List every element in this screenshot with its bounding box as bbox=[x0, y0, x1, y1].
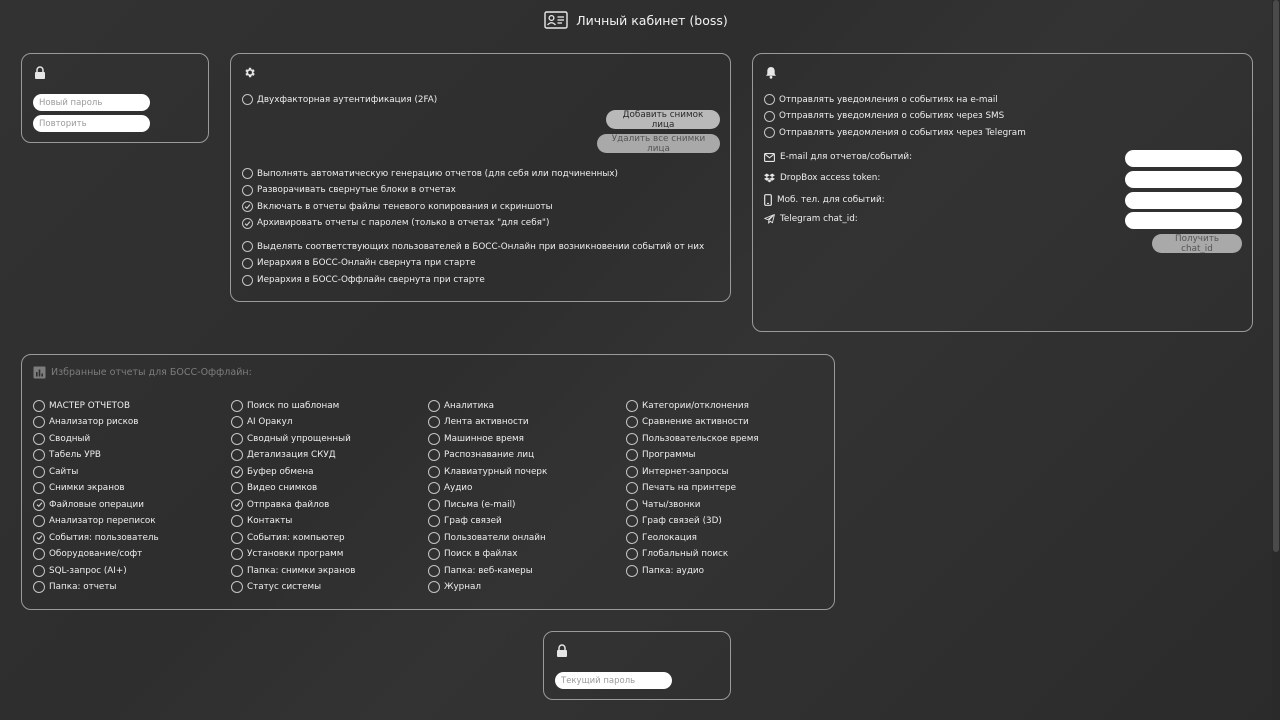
option-report-1-0[interactable] bbox=[231, 400, 339, 412]
option-report-1-9[interactable] bbox=[231, 548, 343, 560]
option-label: Граф связей bbox=[444, 516, 502, 527]
option-report-0-10[interactable] bbox=[33, 565, 127, 577]
option-report-3-5[interactable] bbox=[626, 482, 736, 494]
option-label: Программы bbox=[642, 450, 696, 461]
option-settings-1-0[interactable] bbox=[242, 94, 437, 105]
notify-field-label-3 bbox=[764, 214, 858, 224]
option-label: Папка: аудио bbox=[642, 565, 704, 576]
checked-radio-icon[interactable] bbox=[33, 532, 45, 544]
dropbox-icon bbox=[764, 173, 775, 183]
option-report-2-6[interactable] bbox=[428, 499, 515, 511]
notify-field-label-1 bbox=[764, 173, 880, 183]
id-card-icon bbox=[544, 11, 568, 29]
option-notify-2[interactable] bbox=[764, 127, 1026, 138]
option-report-2-4[interactable] bbox=[428, 466, 547, 478]
option-label: Граф связей (3D) bbox=[642, 516, 722, 527]
notify-field-input-1[interactable] bbox=[1125, 171, 1242, 188]
option-report-3-9[interactable] bbox=[626, 548, 728, 560]
radio-icon[interactable] bbox=[428, 466, 440, 478]
option-report-3-1[interactable] bbox=[626, 416, 749, 428]
option-label: Буфер обмена bbox=[247, 466, 314, 477]
option-report-2-10[interactable] bbox=[428, 565, 533, 577]
radio-icon[interactable] bbox=[626, 515, 638, 527]
radio-icon[interactable] bbox=[242, 94, 253, 105]
option-label: Папка: веб-камеры bbox=[444, 565, 533, 576]
notifications-panel bbox=[752, 53, 1253, 332]
option-label: Поиск по шаблонам bbox=[247, 401, 340, 411]
option-label: Иерархия в БОСС-Оффлайн свернута при старте bbox=[257, 275, 485, 286]
option-label: События: пользователь bbox=[49, 532, 159, 543]
notify-field-text: E-mail для отчетов/событий: bbox=[780, 152, 913, 162]
option-report-1-7[interactable] bbox=[231, 515, 292, 527]
option-label: Распознавание лиц bbox=[444, 450, 535, 461]
radio-icon[interactable] bbox=[428, 565, 440, 577]
option-label: Журнал bbox=[444, 581, 482, 592]
option-report-2-2[interactable] bbox=[428, 433, 524, 445]
radio-icon[interactable] bbox=[33, 416, 45, 428]
option-label: Глобальный поиск bbox=[642, 549, 729, 560]
option-settings-2-0[interactable] bbox=[242, 168, 618, 179]
option-settings-3-1[interactable] bbox=[242, 258, 476, 269]
radio-icon[interactable] bbox=[626, 565, 638, 577]
option-report-2-0[interactable] bbox=[428, 400, 494, 412]
option-label: Анализатор рисков bbox=[49, 417, 139, 428]
option-label: Сайты bbox=[49, 466, 79, 477]
radio-icon[interactable] bbox=[242, 275, 253, 286]
radio-icon[interactable] bbox=[231, 581, 243, 593]
option-label: Аналитика bbox=[444, 401, 495, 411]
option-label: Аудио bbox=[444, 483, 473, 494]
notify-field-text: Telegram chat_id: bbox=[780, 214, 858, 225]
notify-field-label-0 bbox=[764, 152, 912, 162]
option-label: Пользовательское время bbox=[642, 433, 759, 444]
option-report-1-5[interactable] bbox=[231, 482, 317, 494]
option-report-3-0[interactable] bbox=[626, 400, 749, 412]
radio-icon[interactable] bbox=[33, 548, 45, 560]
option-label: Иерархия в БОСС-Онлайн свернута при старте bbox=[257, 258, 476, 269]
option-label: Письма (e-mail) bbox=[444, 499, 516, 510]
option-label: Папка: отчеты bbox=[49, 581, 117, 592]
option-label: События: компьютер bbox=[247, 532, 345, 543]
option-label: Контакты bbox=[247, 516, 293, 527]
radio-icon[interactable] bbox=[33, 482, 45, 494]
option-report-3-6[interactable] bbox=[626, 499, 700, 511]
radio-icon[interactable] bbox=[231, 400, 243, 412]
envelope-icon bbox=[764, 153, 775, 162]
option-label: Отправлять уведомления о событиях на e-mail bbox=[779, 94, 998, 105]
add-face-snapshot-button[interactable]: Добавить снимок лица bbox=[606, 110, 720, 129]
option-report-2-5[interactable] bbox=[428, 482, 472, 494]
option-label: Отправлять уведомления о событиях через Telegram bbox=[779, 127, 1026, 138]
repeat-password-input[interactable] bbox=[33, 115, 150, 132]
notify-field-label-2 bbox=[764, 194, 885, 206]
radio-icon[interactable] bbox=[428, 499, 440, 511]
radio-icon[interactable] bbox=[764, 111, 775, 122]
option-label: AI Оракул bbox=[247, 417, 293, 428]
radio-icon[interactable] bbox=[626, 400, 638, 412]
radio-icon[interactable] bbox=[626, 449, 638, 461]
notify-field-input-2[interactable] bbox=[1125, 192, 1242, 209]
radio-icon[interactable] bbox=[428, 581, 440, 593]
get-chat-id-button[interactable]: Получить chat_id bbox=[1152, 234, 1242, 253]
radio-icon[interactable] bbox=[33, 581, 45, 593]
radio-icon[interactable] bbox=[242, 258, 253, 269]
option-report-1-8[interactable] bbox=[231, 532, 345, 544]
notify-field-text: DropBox access token: bbox=[780, 172, 881, 183]
option-label: Сводный bbox=[49, 433, 91, 444]
option-label: Печать на принтере bbox=[642, 483, 736, 494]
radio-icon[interactable] bbox=[231, 449, 243, 461]
scrollbar-thumb[interactable] bbox=[1273, 0, 1279, 552]
radio-icon[interactable] bbox=[33, 433, 45, 445]
radio-icon[interactable] bbox=[231, 433, 243, 445]
radio-icon[interactable] bbox=[428, 433, 440, 445]
option-label: SQL-запрос (AI+) bbox=[49, 565, 127, 576]
option-label: Оборудование/софт bbox=[49, 549, 143, 560]
bar-chart-icon bbox=[33, 366, 46, 379]
option-settings-2-1[interactable] bbox=[242, 185, 456, 196]
telegram-icon bbox=[764, 214, 775, 224]
radio-icon[interactable] bbox=[33, 515, 45, 527]
radio-icon[interactable] bbox=[428, 532, 440, 544]
favorite-reports-title: Избранные отчеты для БОСС-Оффлайн: bbox=[51, 367, 252, 378]
settings-panel bbox=[230, 53, 731, 302]
option-label: Статус системы bbox=[247, 581, 322, 592]
radio-icon[interactable] bbox=[428, 482, 440, 494]
phone-icon bbox=[764, 194, 772, 206]
notify-field-text: Моб. тел. для событий: bbox=[777, 194, 885, 205]
radio-icon[interactable] bbox=[428, 449, 440, 461]
current-password-input[interactable] bbox=[555, 672, 672, 689]
option-label: Табель УРВ bbox=[49, 450, 101, 461]
option-settings-2-3[interactable] bbox=[242, 218, 549, 229]
option-label: Сводный упрощенный bbox=[247, 433, 351, 444]
radio-icon[interactable] bbox=[242, 241, 253, 252]
option-label: Геолокация bbox=[642, 532, 697, 543]
radio-icon[interactable] bbox=[231, 565, 243, 577]
radio-icon[interactable] bbox=[428, 416, 440, 428]
option-report-0-6[interactable] bbox=[33, 499, 144, 511]
option-label: Детализация СКУД bbox=[247, 450, 336, 461]
option-settings-2-2[interactable] bbox=[242, 201, 553, 212]
option-label: Пользователи онлайн bbox=[444, 532, 546, 543]
option-report-1-4[interactable] bbox=[231, 466, 314, 478]
option-label: Клавиатурный почерк bbox=[444, 466, 548, 477]
radio-icon[interactable] bbox=[428, 548, 440, 560]
option-label: Отправлять уведомления о событиях через SMS bbox=[779, 111, 1005, 121]
radio-icon[interactable] bbox=[764, 127, 775, 138]
favorite-reports-panel bbox=[21, 354, 835, 610]
option-label: Сравнение активности bbox=[642, 417, 749, 428]
option-report-3-2[interactable] bbox=[626, 433, 759, 445]
checked-radio-icon[interactable] bbox=[33, 499, 45, 511]
favorite-reports-title-row bbox=[33, 366, 252, 379]
option-report-1-10[interactable] bbox=[231, 565, 355, 577]
option-report-3-8[interactable] bbox=[626, 532, 697, 544]
checked-radio-icon[interactable] bbox=[231, 499, 243, 511]
radio-icon[interactable] bbox=[231, 482, 243, 494]
checked-radio-icon[interactable] bbox=[231, 466, 243, 478]
option-label: Папка: снимки экранов bbox=[247, 565, 356, 576]
page-header bbox=[0, 9, 1272, 31]
radio-icon[interactable] bbox=[33, 565, 45, 577]
option-report-3-4[interactable] bbox=[626, 466, 728, 478]
option-label: Выполнять автоматическую генерацию отчетов (для себя или подчиненных) bbox=[257, 168, 618, 179]
radio-icon[interactable] bbox=[626, 532, 638, 544]
new-password-input[interactable] bbox=[33, 94, 150, 111]
page-title: Личный кабинет (boss) bbox=[576, 12, 728, 28]
option-report-0-9[interactable] bbox=[33, 548, 142, 560]
lock-icon bbox=[34, 66, 46, 79]
option-label: Архивировать отчеты с паролем (только в отчетах "для себя") bbox=[257, 218, 550, 228]
option-report-0-7[interactable] bbox=[33, 515, 156, 527]
notify-field-input-0[interactable] bbox=[1125, 150, 1242, 167]
option-report-1-2[interactable] bbox=[231, 433, 351, 445]
option-settings-3-2[interactable] bbox=[242, 275, 485, 286]
option-label: Включать в отчеты файлы теневого копирования и скриншоты bbox=[257, 201, 553, 212]
checked-radio-icon[interactable] bbox=[242, 201, 253, 212]
option-label: Двухфакторная аутентификация (2FA) bbox=[257, 94, 438, 105]
option-label: МАСТЕР ОТЧЕТОВ bbox=[49, 401, 131, 411]
option-report-2-11[interactable] bbox=[428, 581, 481, 593]
option-settings-3-0[interactable] bbox=[242, 241, 704, 252]
option-label: Отправка файлов bbox=[247, 499, 330, 510]
radio-icon[interactable] bbox=[231, 548, 243, 560]
radio-icon[interactable] bbox=[626, 499, 638, 511]
option-report-1-11[interactable] bbox=[231, 581, 321, 593]
bell-icon bbox=[765, 66, 777, 79]
radio-icon[interactable] bbox=[33, 400, 45, 412]
option-report-0-1[interactable] bbox=[33, 416, 138, 428]
radio-icon[interactable] bbox=[428, 400, 440, 412]
option-report-0-5[interactable] bbox=[33, 482, 125, 494]
notify-field-input-3[interactable] bbox=[1125, 212, 1242, 229]
radio-icon[interactable] bbox=[242, 168, 253, 179]
radio-icon[interactable] bbox=[33, 449, 45, 461]
radio-icon[interactable] bbox=[242, 185, 253, 196]
radio-icon[interactable] bbox=[231, 532, 243, 544]
option-report-0-3[interactable] bbox=[33, 449, 101, 461]
option-report-2-3[interactable] bbox=[428, 449, 534, 461]
option-report-1-1[interactable] bbox=[231, 416, 292, 428]
option-label: Чаты/звонки bbox=[642, 499, 701, 510]
gear-icon bbox=[243, 66, 256, 79]
option-label: Лента активности bbox=[444, 417, 529, 428]
option-report-0-2[interactable] bbox=[33, 433, 90, 445]
option-report-3-10[interactable] bbox=[626, 565, 704, 577]
option-label: Интернет-запросы bbox=[642, 466, 729, 477]
option-label: Анализатор переписок bbox=[49, 516, 156, 527]
checked-radio-icon[interactable] bbox=[242, 218, 253, 229]
radio-icon[interactable] bbox=[626, 548, 638, 560]
radio-icon[interactable] bbox=[231, 515, 243, 527]
page-scrollbar[interactable] bbox=[1272, 0, 1280, 720]
option-label: Разворачивать свернутые блоки в отчетах bbox=[257, 185, 456, 195]
option-label: Установки программ bbox=[247, 549, 344, 560]
option-report-3-3[interactable] bbox=[626, 449, 695, 461]
current-password-panel bbox=[543, 631, 731, 700]
option-notify-0[interactable] bbox=[764, 94, 998, 105]
radio-icon[interactable] bbox=[33, 466, 45, 478]
option-report-2-8[interactable] bbox=[428, 532, 546, 544]
option-label: Машинное время bbox=[444, 433, 524, 444]
option-label: Поиск в файлах bbox=[444, 549, 518, 560]
password-panel bbox=[21, 53, 209, 143]
radio-icon[interactable] bbox=[626, 482, 638, 494]
lock-icon bbox=[556, 644, 568, 657]
option-report-0-11[interactable] bbox=[33, 581, 116, 593]
option-report-2-1[interactable] bbox=[428, 416, 529, 428]
option-label: Видео снимков bbox=[247, 483, 318, 494]
option-label: Файловые операции bbox=[49, 499, 144, 510]
option-label: Категории/отклонения bbox=[642, 401, 749, 411]
delete-face-snapshots-button[interactable]: Удалить все снимки лица bbox=[597, 134, 720, 153]
option-report-0-4[interactable] bbox=[33, 466, 78, 478]
option-report-0-8[interactable] bbox=[33, 532, 159, 544]
radio-icon[interactable] bbox=[626, 433, 638, 445]
option-report-3-7[interactable] bbox=[626, 515, 722, 527]
option-label: Снимки экранов bbox=[49, 483, 125, 494]
radio-icon[interactable] bbox=[626, 416, 638, 428]
radio-icon[interactable] bbox=[428, 515, 440, 527]
radio-icon[interactable] bbox=[764, 94, 775, 105]
option-label: Выделять соответствующих пользователей в БОСС-Онлайн при возникновении событий от них bbox=[257, 241, 705, 252]
radio-icon[interactable] bbox=[626, 466, 638, 478]
option-report-2-9[interactable] bbox=[428, 548, 518, 560]
option-report-2-7[interactable] bbox=[428, 515, 502, 527]
option-report-0-0[interactable] bbox=[33, 400, 130, 412]
radio-icon[interactable] bbox=[231, 416, 243, 428]
option-report-1-3[interactable] bbox=[231, 449, 336, 461]
option-notify-1[interactable] bbox=[764, 111, 1004, 122]
option-report-1-6[interactable] bbox=[231, 499, 329, 511]
